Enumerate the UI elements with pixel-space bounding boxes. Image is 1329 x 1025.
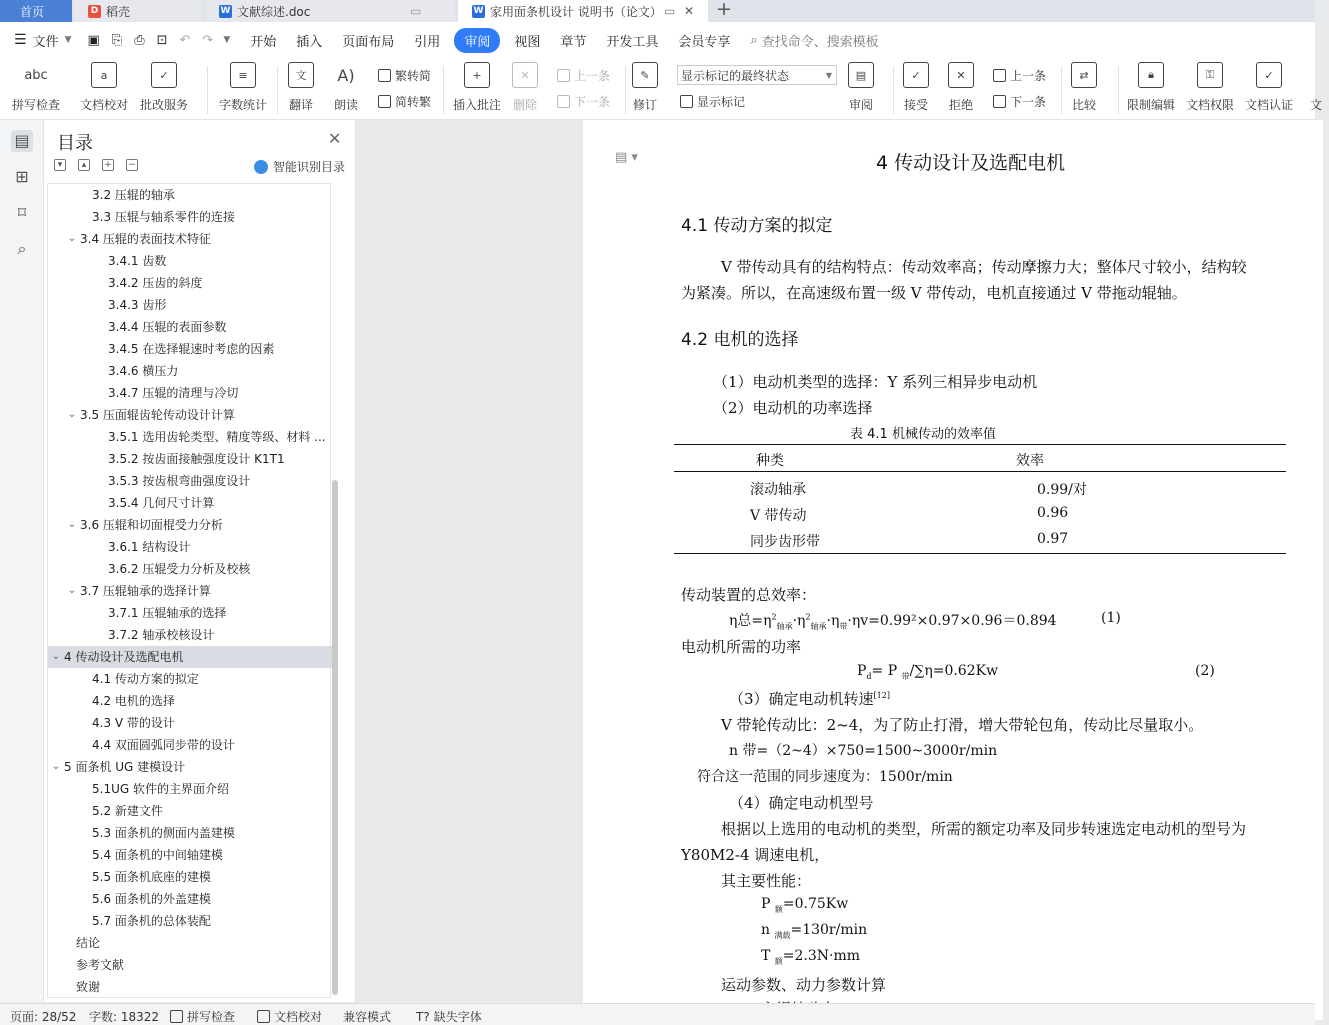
prev-change-label: 上一条 bbox=[1010, 69, 1047, 83]
toc-item[interactable] bbox=[48, 602, 332, 624]
accept-icon: ✓ bbox=[903, 62, 929, 88]
toc-item[interactable] bbox=[48, 712, 332, 734]
hamburger-icon: ☰ bbox=[14, 32, 27, 48]
chevron-down-icon[interactable]: ⌄ bbox=[67, 585, 77, 596]
toc-item-label: 3.6 压辊和切面棍受力分析 bbox=[80, 518, 223, 532]
paragraph-line: 传动装置的总效率： bbox=[681, 586, 817, 604]
paragraph-line: n 带=（2~4）×750=1500~3000r/min bbox=[729, 743, 998, 759]
divider bbox=[1118, 66, 1119, 114]
annotate-service-button[interactable] bbox=[140, 62, 188, 113]
table-cell: 同步齿形带 bbox=[750, 534, 820, 550]
compat-mode[interactable]: 兼容模式 bbox=[343, 1010, 392, 1024]
table-cell: V 带传动 bbox=[750, 508, 807, 524]
left-nav-strip bbox=[0, 120, 44, 1002]
menu-chapter[interactable]: 章节 bbox=[560, 34, 587, 50]
translate-icon: 文 bbox=[288, 62, 314, 88]
toc-item[interactable] bbox=[48, 932, 332, 954]
toc-item[interactable] bbox=[48, 272, 332, 294]
tab-active-label: 家用面条机设计 说明书（论文） bbox=[490, 4, 662, 19]
missing-font[interactable] bbox=[416, 1008, 482, 1025]
insert-comment-button[interactable] bbox=[453, 62, 501, 113]
word-count[interactable]: 字数: 18322 bbox=[89, 1010, 160, 1024]
equation-1 bbox=[729, 610, 1057, 632]
prev-icon bbox=[557, 69, 570, 82]
toc-item-label: 4.2 电机的选择 bbox=[92, 694, 175, 708]
print-preview-icon[interactable]: ⊡ bbox=[156, 32, 168, 48]
toc-item[interactable] bbox=[48, 536, 332, 558]
command-search-placeholder: 查找命令、搜索模板 bbox=[761, 34, 879, 50]
toc-list bbox=[47, 183, 331, 998]
toc-item[interactable] bbox=[48, 910, 332, 932]
toc-item[interactable] bbox=[48, 514, 332, 536]
toc-item[interactable] bbox=[48, 624, 332, 646]
read-aloud-button[interactable] bbox=[333, 62, 359, 113]
toc-item-label: 结论 bbox=[76, 936, 101, 950]
chevron-down-icon: ▼ bbox=[64, 35, 72, 45]
toc-item[interactable] bbox=[48, 844, 332, 866]
toc-item-label: 3.3 压辊与轴系零件的连接 bbox=[92, 210, 235, 224]
overflow-icon bbox=[1303, 62, 1329, 88]
section-heading-4-1: 4.1 传动方案的拟定 bbox=[681, 216, 833, 236]
menu-reference[interactable]: 引用 bbox=[414, 34, 441, 50]
missing-font-label: 缺失字体 bbox=[433, 1010, 482, 1024]
toc-item[interactable] bbox=[48, 316, 332, 338]
toc-item-label: 3.4.4 压辊的表面参数 bbox=[108, 320, 227, 334]
eq-part: ·η bbox=[826, 613, 840, 629]
word-count-button[interactable] bbox=[219, 62, 267, 113]
spec-part: T bbox=[761, 948, 775, 964]
reject-icon: ✕ bbox=[948, 62, 974, 88]
menu-insert[interactable]: 插入 bbox=[296, 34, 323, 50]
toc-item-label: 3.5.1 选用齿轮类型、精度等级、材料 ... bbox=[108, 430, 326, 444]
tab-daoke[interactable] bbox=[74, 0, 202, 22]
tab-active-document[interactable] bbox=[458, 0, 708, 22]
toc-nav-icon[interactable]: ▤ bbox=[11, 130, 33, 152]
citation: [12] bbox=[873, 691, 890, 700]
annotate-service-label: 批改服务 bbox=[140, 98, 189, 112]
toc-item-label: 5.6 面条机的外盖建模 bbox=[92, 892, 211, 906]
table-caption: 表 4.1 机械传动的效率值 bbox=[850, 427, 996, 442]
remove-item-icon[interactable]: − bbox=[126, 159, 138, 171]
review-pane-icon: ▤ bbox=[848, 62, 874, 88]
spec-line bbox=[761, 948, 860, 967]
page-menu-icon[interactable]: ▤ ▾ bbox=[615, 150, 638, 165]
toc-item-label: 4.4 双面圆弧同步带的设计 bbox=[92, 738, 235, 752]
chevron-down-icon[interactable]: ⌄ bbox=[67, 409, 77, 420]
monitor-icon[interactable]: ▭ bbox=[410, 4, 422, 18]
menu-review[interactable]: 审阅 bbox=[454, 28, 500, 53]
divider bbox=[1061, 66, 1062, 114]
next-comment-button[interactable] bbox=[557, 93, 610, 110]
prev-change-button[interactable] bbox=[993, 67, 1046, 84]
page-content bbox=[583, 120, 1323, 1020]
eq-part: ·η bbox=[792, 613, 806, 629]
reject-button[interactable] bbox=[948, 62, 974, 113]
spec-sub: 额 bbox=[774, 904, 783, 914]
show-markup-button[interactable] bbox=[680, 93, 745, 110]
toc-item-label: 4.3 V 带的设计 bbox=[92, 716, 175, 730]
spec-part: =0.75Kw bbox=[782, 896, 849, 912]
divider bbox=[277, 66, 278, 114]
paragraph-line: V 带轮传动比：2~4，为了防止打滑，增大带轮包角，传动比尽量取小。 bbox=[721, 716, 1204, 734]
spec-part: P bbox=[761, 896, 775, 912]
toc-item-label: 3.5.4 几何尺寸计算 bbox=[108, 496, 215, 510]
next-change-label: 下一条 bbox=[1010, 95, 1047, 109]
toc-item[interactable] bbox=[48, 822, 332, 844]
toc-item[interactable] bbox=[48, 866, 332, 888]
file-menu[interactable] bbox=[0, 31, 82, 50]
toc-item-label: 3.7.2 轴承校核设计 bbox=[108, 628, 215, 642]
eq-sub: 轴承 bbox=[810, 621, 827, 631]
toc-item-label: 5.4 面条机的中间轴建模 bbox=[92, 848, 223, 862]
toc-item[interactable] bbox=[48, 338, 332, 360]
spell-check-button[interactable] bbox=[12, 62, 60, 113]
file-menu-label: 文件 bbox=[32, 34, 59, 50]
markup-state-dropdown[interactable] bbox=[677, 65, 837, 85]
to-traditional-label: 繁转简 bbox=[395, 69, 432, 83]
compare-button[interactable] bbox=[1071, 62, 1097, 113]
eq-sup: 2 bbox=[805, 612, 811, 622]
toc-title: 目录 bbox=[57, 133, 93, 154]
annotate-icon: ✓ bbox=[151, 62, 177, 88]
tab-bar bbox=[0, 0, 1315, 22]
paragraph-line: 符合这一范围的同步速度为：1500r/min bbox=[697, 769, 953, 785]
toc-item-label: 5 面条机 UG 建模设计 bbox=[64, 760, 186, 774]
traditional-icon bbox=[378, 69, 391, 82]
proof-icon: a bbox=[91, 62, 117, 88]
toc-item[interactable] bbox=[48, 360, 332, 382]
chevron-down-icon[interactable]: ⌄ bbox=[51, 651, 61, 662]
permission-icon: ⚿ bbox=[1197, 62, 1223, 88]
spec-line bbox=[761, 922, 867, 941]
spec-line bbox=[761, 896, 848, 915]
spec-part: =130r/min bbox=[790, 922, 868, 938]
divider bbox=[443, 66, 444, 114]
toc-item[interactable] bbox=[48, 492, 332, 514]
delete-comment-button[interactable] bbox=[512, 62, 538, 113]
track-changes-icon: ✎ bbox=[632, 62, 658, 88]
doc-permission-label: 文档权限 bbox=[1186, 98, 1235, 112]
doc-permission-button[interactable] bbox=[1186, 62, 1234, 113]
eq-sub: 轴承 bbox=[776, 621, 793, 631]
to-simplified-label: 简转繁 bbox=[395, 95, 432, 109]
chapter-nav-icon[interactable]: ⊞ bbox=[15, 167, 29, 186]
paragraph-line: 根据以上选用的电动机的类型，所需的额定功率及同步转速选定电动机的型号为 bbox=[721, 820, 1247, 838]
toc-item[interactable] bbox=[48, 580, 332, 602]
spec-sub: 额 bbox=[774, 956, 783, 966]
toc-item[interactable] bbox=[48, 228, 332, 250]
menu-view[interactable]: 视图 bbox=[514, 34, 541, 50]
toc-item[interactable] bbox=[48, 690, 332, 712]
monitor-icon[interactable]: ▭ bbox=[664, 4, 676, 18]
toc-item-label: 3.7.1 压辊轴承的选择 bbox=[108, 606, 227, 620]
status-bar bbox=[0, 1003, 1315, 1025]
status-proof-label: 文档校对 bbox=[274, 1010, 323, 1024]
toc-item[interactable] bbox=[48, 888, 332, 910]
toc-item[interactable] bbox=[48, 558, 332, 580]
toc-item-label: 参考文献 bbox=[76, 958, 125, 972]
show-markup-icon bbox=[680, 95, 693, 108]
toc-item-label: 5.5 面条机底座的建模 bbox=[92, 870, 211, 884]
comment-plus-icon: + bbox=[464, 62, 490, 88]
toc-item[interactable] bbox=[48, 778, 332, 800]
toc-item-label: 3.4.7 压辊的清理与冷切 bbox=[108, 386, 239, 400]
tab-literature-label: 文献综述.doc bbox=[237, 4, 311, 19]
toc-item-label: 3.4.2 压齿的斜度 bbox=[108, 276, 203, 290]
next-change-button[interactable] bbox=[993, 93, 1046, 110]
toc-item[interactable] bbox=[48, 382, 332, 404]
doc-proof-button[interactable] bbox=[80, 62, 128, 113]
redo-icon[interactable]: ↷ bbox=[202, 32, 214, 48]
next-icon bbox=[557, 95, 570, 108]
paragraph-line: 其主要性能： bbox=[721, 872, 812, 890]
chevron-down-icon[interactable]: ⌄ bbox=[67, 519, 77, 530]
to-simplified-button[interactable] bbox=[378, 93, 431, 110]
ribbon-overflow-item[interactable] bbox=[1303, 62, 1329, 113]
toc-item-label: 5.7 面条机的总体装配 bbox=[92, 914, 211, 928]
toc-item-label: 3.7 压辊轴承的选择计算 bbox=[80, 584, 211, 598]
accept-button[interactable] bbox=[903, 62, 929, 113]
collapse-all-icon[interactable]: ▾ bbox=[54, 159, 66, 171]
menu-devtools[interactable]: 开发工具 bbox=[606, 34, 659, 50]
list-item bbox=[729, 688, 890, 709]
eq-part: /∑η=0.62Kw bbox=[909, 663, 999, 679]
toc-item-label: 5.1UG 软件的主界面介绍 bbox=[92, 782, 229, 796]
eq-part: ·ηv=0.99²×0.97×0.96＝0.894 bbox=[847, 613, 1057, 629]
word-count-label: 字数统计 bbox=[219, 98, 268, 112]
toc-item[interactable] bbox=[48, 426, 332, 448]
toc-item[interactable] bbox=[48, 294, 332, 316]
comment-delete-icon: ✕ bbox=[512, 62, 538, 88]
toc-item[interactable] bbox=[48, 646, 332, 668]
toc-item-label: 3.5 压面辊齿轮传动设计计算 bbox=[80, 408, 235, 422]
toc-item[interactable] bbox=[48, 976, 332, 998]
to-traditional-button[interactable] bbox=[378, 67, 431, 84]
prev-comment-button[interactable] bbox=[557, 67, 610, 84]
compare-icon: ⇄ bbox=[1071, 62, 1097, 88]
paragraph-line: 运动参数、动力参数计算 bbox=[721, 976, 887, 994]
command-search[interactable] bbox=[740, 31, 888, 50]
word-count-icon: ≡ bbox=[230, 62, 256, 88]
next-comment-label: 下一条 bbox=[574, 95, 611, 109]
toc-item-label: 3.5.2 按齿面接触强度设计 K1T1 bbox=[108, 452, 285, 466]
table-cell: 0.96 bbox=[1037, 505, 1069, 521]
spell-check-label: 拼写检查 bbox=[12, 98, 61, 112]
lock-icon: 🔒︎ bbox=[1138, 62, 1164, 88]
ribbon-overflow-label: 文 bbox=[1309, 98, 1322, 112]
insert-comment-label: 插入批注 bbox=[453, 98, 502, 112]
restrict-editing-label: 限制编辑 bbox=[1127, 98, 1176, 112]
translate-label: 翻译 bbox=[288, 98, 313, 112]
paragraph-line: 电动机所需的功率 bbox=[681, 638, 802, 656]
divider bbox=[207, 66, 208, 114]
font-icon: T? bbox=[416, 1009, 430, 1024]
table-cell: 0.97 bbox=[1037, 531, 1069, 547]
spec-sub: 满载 bbox=[774, 930, 791, 940]
translate-button[interactable] bbox=[288, 62, 314, 113]
toc-item[interactable] bbox=[48, 734, 332, 756]
abc-icon: abc bbox=[24, 67, 48, 83]
toc-item-label: 3.5.3 按齿根弯曲强度设计 bbox=[108, 474, 251, 488]
toc-item-label: 3.4.3 齿形 bbox=[108, 298, 167, 312]
new-tab-button[interactable]: + bbox=[716, 0, 732, 20]
quick-access-more-icon[interactable]: ▼ bbox=[223, 35, 231, 45]
certify-icon: ✓ bbox=[1256, 62, 1282, 88]
toc-panel bbox=[44, 120, 356, 1002]
smart-toc-button[interactable] bbox=[254, 158, 345, 175]
undo-icon[interactable]: ↶ bbox=[179, 32, 191, 48]
menu-start[interactable]: 开始 bbox=[250, 34, 277, 50]
word-doc-icon: W bbox=[473, 5, 484, 16]
toc-item[interactable] bbox=[48, 250, 332, 272]
toc-item-label: 3.2 压辊的轴承 bbox=[92, 188, 175, 202]
eq-sub: d bbox=[866, 671, 872, 681]
tab-home[interactable] bbox=[0, 0, 72, 22]
read-aloud-icon: A) bbox=[337, 65, 355, 85]
search-icon: ⌕ bbox=[750, 32, 758, 48]
ai-icon bbox=[254, 160, 268, 174]
add-item-icon[interactable]: + bbox=[102, 159, 114, 171]
table-cell: 0.99/对 bbox=[1037, 482, 1087, 498]
toc-item-label: 3.6.2 压辊受力分析及校核 bbox=[108, 562, 251, 576]
list-item: （2）电动机的功率选择 bbox=[713, 399, 873, 417]
equation-number: (1) bbox=[1101, 610, 1121, 626]
toc-item[interactable] bbox=[48, 448, 332, 470]
track-changes-label: 修订 bbox=[632, 98, 657, 112]
daoke-icon: D bbox=[88, 5, 101, 18]
compare-label: 比较 bbox=[1071, 98, 1096, 112]
eq-sub: 带 bbox=[839, 621, 848, 631]
menu-bar bbox=[0, 22, 1315, 58]
divider bbox=[893, 66, 894, 114]
eq-part: η总=η bbox=[729, 613, 772, 629]
restrict-editing-button[interactable] bbox=[1127, 62, 1175, 113]
toc-scrollbar[interactable] bbox=[332, 480, 338, 995]
toc-item-label: 5.2 新建文件 bbox=[92, 804, 163, 818]
tab-home-label: 首页 bbox=[20, 4, 45, 19]
document-area bbox=[357, 120, 1315, 1002]
list-item: （4）确定电动机型号 bbox=[729, 794, 874, 812]
proof-icon bbox=[257, 1010, 270, 1023]
doc-certify-label: 文档认证 bbox=[1245, 98, 1294, 112]
delete-comment-label: 删除 bbox=[512, 98, 537, 112]
toc-item-label: 3.4.1 齿数 bbox=[108, 254, 167, 268]
word-doc-icon: W bbox=[220, 5, 231, 16]
reject-label: 拒绝 bbox=[948, 98, 973, 112]
review-ribbon bbox=[0, 58, 1322, 120]
check-icon bbox=[170, 1010, 183, 1023]
list-item: （1）电动机类型的选择：Y 系列三相异步电动机 bbox=[713, 373, 1038, 391]
prev-change-icon bbox=[993, 69, 1006, 82]
equation-2 bbox=[857, 663, 998, 682]
prev-comment-label: 上一条 bbox=[574, 69, 611, 83]
print-icon[interactable]: ⎙ bbox=[134, 32, 145, 48]
toc-item-label: 3.4.5 在选择辊速时考虑的因素 bbox=[108, 342, 275, 356]
review-pane-button[interactable] bbox=[848, 62, 874, 113]
close-tab-icon[interactable]: ✕ bbox=[684, 4, 695, 18]
tab-literature[interactable] bbox=[205, 0, 455, 22]
doc-certify-button[interactable] bbox=[1245, 62, 1293, 113]
close-icon[interactable]: ✕ bbox=[328, 129, 342, 148]
smart-toc-label: 智能识别目录 bbox=[273, 160, 346, 174]
toc-item[interactable] bbox=[48, 668, 332, 690]
toc-item-label: 3.4 压辊的表面技术特征 bbox=[80, 232, 211, 246]
toc-item[interactable] bbox=[48, 404, 332, 426]
show-markup-label: 显示标记 bbox=[697, 95, 746, 109]
eq-sub: 带 bbox=[901, 671, 910, 681]
toc-item[interactable] bbox=[48, 470, 332, 492]
divider bbox=[625, 66, 626, 114]
accept-label: 接受 bbox=[903, 98, 928, 112]
toc-item-label: 4 传动设计及选配电机 bbox=[64, 650, 184, 664]
paragraph-line: 为紧凑。所以，在高速级布置一级 V 带传动，电机直接通过 V 带拖动辊轴。 bbox=[681, 284, 1187, 302]
tab-daoke-label: 稻壳 bbox=[106, 4, 131, 19]
toc-item[interactable] bbox=[48, 954, 332, 976]
toc-item[interactable] bbox=[48, 184, 332, 206]
save-icon[interactable]: ▣ bbox=[87, 32, 100, 48]
read-aloud-label: 朗读 bbox=[333, 98, 358, 112]
status-spell-label: 拼写检查 bbox=[187, 1010, 236, 1024]
expand-all-icon[interactable]: ▴ bbox=[78, 159, 90, 171]
section-heading-4-2: 4.2 电机的选择 bbox=[681, 330, 799, 350]
export-pdf-icon[interactable]: ⎘ bbox=[111, 32, 123, 48]
spec-part: =2.3N·mm bbox=[782, 948, 861, 964]
table-header-cell: 效率 bbox=[1016, 453, 1044, 469]
table-header-cell: 种类 bbox=[756, 453, 784, 469]
paragraph-line: Y80M2-4 调速电机， bbox=[681, 846, 830, 864]
eq-sup: 2 bbox=[771, 612, 777, 622]
spec-part: n bbox=[761, 922, 775, 938]
track-changes-button[interactable] bbox=[632, 62, 658, 113]
table-rule bbox=[674, 471, 1286, 472]
chevron-down-icon[interactable]: ⌄ bbox=[51, 761, 61, 772]
efficiency-table bbox=[674, 444, 1286, 554]
eq-part: P bbox=[857, 663, 867, 679]
bookmark-icon[interactable]: ⌑ bbox=[17, 203, 27, 222]
toc-item-label: 3.6.1 结构设计 bbox=[108, 540, 191, 554]
toc-item-label: 3.4.6 横压力 bbox=[108, 364, 179, 378]
table-cell: 滚动轴承 bbox=[750, 482, 806, 498]
chapter-title: 4 传动设计及选配电机 bbox=[876, 152, 1066, 174]
equation-number: (2) bbox=[1195, 663, 1215, 679]
page-indicator[interactable]: 页面: 28/52 bbox=[10, 1010, 77, 1024]
next-change-icon bbox=[993, 95, 1006, 108]
markup-state-value: 显示标记的最终状态 bbox=[681, 68, 790, 83]
toc-item-label: 5.3 面条机的侧面内盖建模 bbox=[92, 826, 235, 840]
paragraph-line: V 带传动具有的结构特点：传动效率高；传动摩擦力大；整体尺寸较小，结构较 bbox=[721, 258, 1247, 276]
toc-item[interactable] bbox=[48, 800, 332, 822]
list-item-text: （3）确定电动机转速 bbox=[729, 690, 874, 708]
toc-item[interactable] bbox=[48, 756, 332, 778]
chevron-down-icon: ▼ bbox=[825, 70, 832, 80]
doc-proof-label: 文档校对 bbox=[80, 98, 129, 112]
status-doc-proof[interactable] bbox=[257, 1008, 322, 1025]
menu-member[interactable]: 会员专享 bbox=[678, 34, 731, 50]
search-icon[interactable]: ⌕ bbox=[17, 239, 27, 258]
toc-item-label: 致谢 bbox=[76, 980, 101, 994]
menu-layout[interactable]: 页面布局 bbox=[342, 34, 395, 50]
status-spell-check[interactable] bbox=[170, 1008, 235, 1025]
review-pane-label: 审阅 bbox=[848, 98, 873, 112]
eq-part: = P bbox=[871, 663, 902, 679]
chevron-down-icon[interactable]: ⌄ bbox=[67, 233, 77, 244]
simplified-icon bbox=[378, 95, 391, 108]
toc-item[interactable] bbox=[48, 206, 332, 228]
toc-item-label: 4.1 传动方案的拟定 bbox=[92, 672, 199, 686]
